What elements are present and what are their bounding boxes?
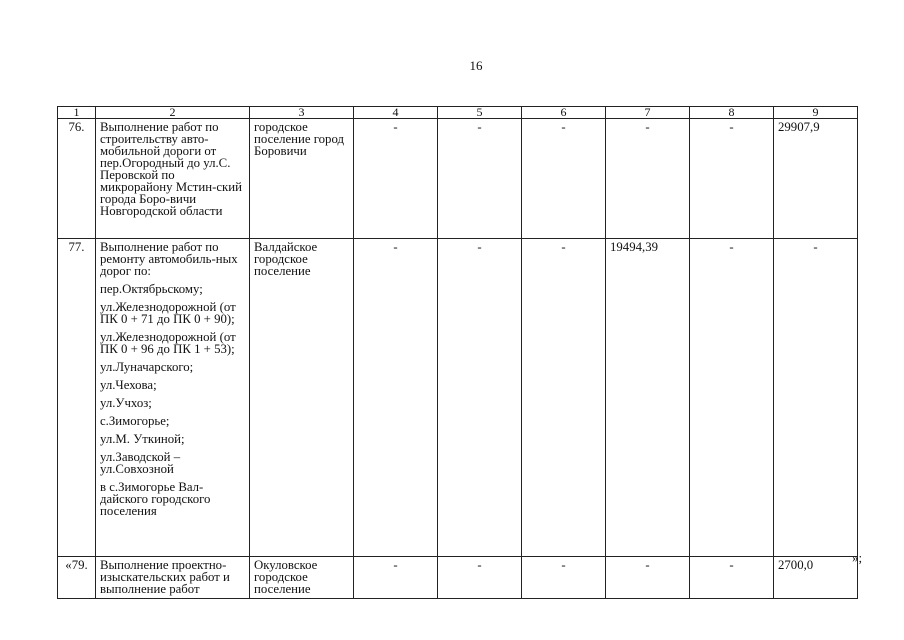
- column-header: 6: [522, 107, 606, 119]
- row-number: 77.: [58, 239, 96, 557]
- column-header: 7: [606, 107, 690, 119]
- work-line: ул.Заводской – ул.Совхозной: [100, 450, 181, 476]
- column-header: 1: [58, 107, 96, 119]
- column-header: 2: [96, 107, 250, 119]
- work-line: ул.Учхоз;: [100, 396, 152, 410]
- cell-col4: -: [354, 239, 438, 557]
- work-line: ул.Чехова;: [100, 378, 157, 392]
- work-description: [96, 557, 250, 599]
- row-number: «79.: [58, 557, 96, 599]
- table-row: [58, 239, 858, 557]
- work-line: ул.М. Уткиной;: [100, 432, 185, 446]
- cell-col5: -: [438, 239, 522, 557]
- cell-col8: -: [690, 557, 774, 599]
- table-header-row: [58, 107, 858, 119]
- cell-col8: -: [690, 119, 774, 239]
- cell-col5: -: [438, 557, 522, 599]
- cell-col6: -: [522, 239, 606, 557]
- work-line: Выполнение работ по строительству авто-мобильной дороги от пер.Огородный до ул.С. Перовской по микрорайону Мстин-ский города Боро-вичи Новгородской области: [100, 120, 242, 218]
- work-line: с.Зимогорье;: [100, 414, 170, 428]
- cell-col7: -: [606, 557, 690, 599]
- municipality: городское поселение город Боровичи: [250, 119, 354, 239]
- column-header: 8: [690, 107, 774, 119]
- page-number: 16: [469, 58, 483, 73]
- work-line: Выполнение проектно-изыскательских работ и выполнение работ: [100, 558, 230, 596]
- continuation-mark: »;: [852, 550, 863, 565]
- cell-col7: -: [606, 119, 690, 239]
- municipality: Окуловское городское поселение: [250, 557, 354, 599]
- municipality: Валдайское городское поселение: [250, 239, 354, 557]
- column-header: 4: [354, 107, 438, 119]
- column-header: 5: [438, 107, 522, 119]
- budget-table: [57, 106, 858, 599]
- table-row: [58, 119, 858, 239]
- cell-col6: -: [522, 557, 606, 599]
- work-line: пер.Октябрьскому;: [100, 282, 203, 296]
- row-number: 76.: [58, 119, 96, 239]
- cell-col6: -: [522, 119, 606, 239]
- work-description: [96, 119, 250, 239]
- work-description: [96, 239, 250, 557]
- work-line: ул.Железнодорожной (от ПК 0 + 71 до ПК 0 + 90);: [100, 300, 236, 326]
- work-line: ул.Луначарского;: [100, 360, 194, 374]
- cell-col9: 2700,0: [774, 557, 858, 599]
- cell-col4: -: [354, 119, 438, 239]
- cell-col4: -: [354, 557, 438, 599]
- column-header: 3: [250, 107, 354, 119]
- cell-col8: -: [690, 239, 774, 557]
- column-header: 9: [774, 107, 858, 119]
- cell-col7: 19494,39: [606, 239, 690, 557]
- cell-col9: 29907,9: [774, 119, 858, 239]
- work-line: в с.Зимогорье Вал-дайского городского поселения: [100, 480, 211, 518]
- work-line: Выполнение работ по ремонту автомобиль-ных дорог по:: [100, 240, 238, 278]
- cell-col5: -: [438, 119, 522, 239]
- work-line: ул.Железнодорожной (от ПК 0 + 96 до ПК 1 + 53);: [100, 330, 236, 356]
- cell-col9: -: [774, 239, 858, 557]
- table-row: [58, 557, 858, 599]
